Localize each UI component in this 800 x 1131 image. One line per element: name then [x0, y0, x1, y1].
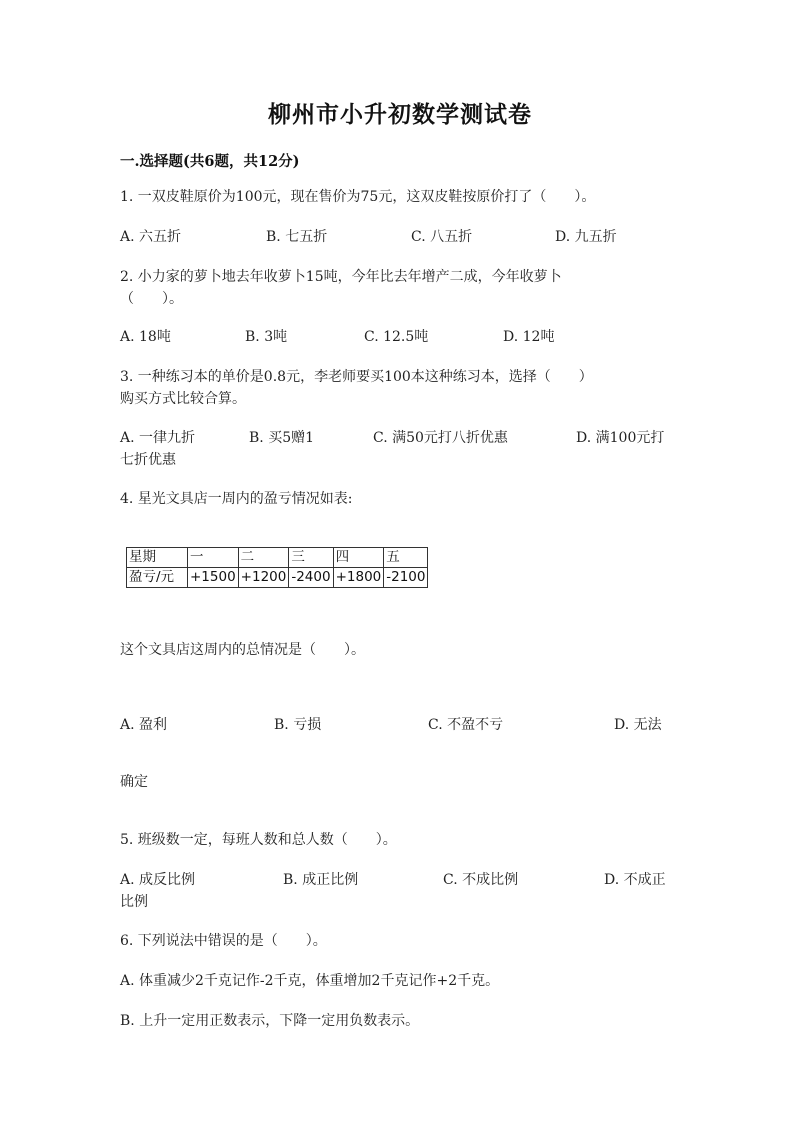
q1-option-a: A. 六五折 — [120, 229, 182, 245]
q6-option-a: A. 体重减少2千克记作-2千克，体重增加2千克记作+2千克。 — [120, 973, 500, 989]
question-2-line1: 2. 小力家的萝卜地去年收萝卜15吨，今年比去年增产二成，今年收萝卜 — [120, 269, 562, 285]
question-4-text: 4. 星光文具店一周内的盈亏情况如表: — [120, 491, 353, 507]
q4-option-c: C. 不盈不亏 — [428, 717, 504, 733]
table-cell: 一 — [188, 548, 239, 568]
profit-loss-table — [126, 547, 428, 588]
question-6-text: 6. 下列说法中错误的是（ ）。 — [120, 933, 327, 949]
q2-option-a: A. 18吨 — [120, 329, 171, 345]
q3-option-d: D. 满100元打 — [576, 430, 665, 446]
table-cell: 盈亏/元 — [127, 568, 188, 588]
table-header-row — [127, 548, 428, 568]
table-row — [127, 568, 428, 588]
table-cell: -2400 — [289, 568, 333, 588]
table-cell: 星期 — [127, 548, 188, 568]
table-cell: +1500 — [188, 568, 239, 588]
q4-option-a: A. 盈利 — [120, 717, 168, 733]
q1-option-b: B. 七五折 — [266, 229, 328, 245]
q4-option-d: D. 无法 — [614, 717, 662, 733]
table-cell: -2100 — [384, 568, 428, 588]
q5-option-c: C. 不成比例 — [443, 872, 519, 888]
q1-option-c: C. 八五折 — [411, 229, 473, 245]
q1-option-d: D. 九五折 — [555, 229, 617, 245]
table-cell: 三 — [289, 548, 333, 568]
q3-option-b: B. 买5赠1 — [249, 430, 315, 446]
q5-option-a: A. 成反比例 — [120, 872, 196, 888]
table-cell: 五 — [384, 548, 428, 568]
q3-option-d-wrap: 七折优惠 — [120, 452, 176, 468]
q2-option-d: D. 12吨 — [503, 329, 555, 345]
q4-option-b: B. 亏损 — [274, 717, 322, 733]
table-cell: +1800 — [333, 568, 384, 588]
q4-option-d-wrap: 确定 — [120, 774, 148, 790]
question-1-text: 1. 一双皮鞋原价为100元，现在售价为75元，这双皮鞋按原价打了（ ）。 — [120, 189, 596, 205]
q5-option-d: D. 不成正 — [604, 872, 666, 888]
question-4-prompt: 这个文具店这周内的总情况是（ ）。 — [120, 642, 365, 658]
section-heading: 一.选择题(共6题，共12分) — [120, 153, 300, 170]
q6-option-b: B. 上升一定用正数表示，下降一定用负数表示。 — [120, 1013, 420, 1029]
q2-option-b: B. 3吨 — [245, 329, 288, 345]
q3-option-a: A. 一律九折 — [120, 430, 196, 446]
table-cell: 二 — [238, 548, 289, 568]
page-title: 柳州市小升初数学测试卷 — [268, 101, 532, 128]
q5-option-b: B. 成正比例 — [283, 872, 359, 888]
question-5-text: 5. 班级数一定，每班人数和总人数（ ）。 — [120, 832, 397, 848]
question-3-line1: 3. 一种练习本的单价是0.8元，李老师要买100本这种练习本，选择（ ） — [120, 369, 593, 385]
table-cell: 四 — [333, 548, 384, 568]
question-2-line2: （ ）。 — [120, 291, 183, 307]
q3-option-c: C. 满50元打八折优惠 — [373, 430, 508, 446]
table-cell: +1200 — [238, 568, 289, 588]
q5-option-d-wrap: 比例 — [120, 894, 148, 910]
question-3-line2: 购买方式比较合算。 — [120, 391, 246, 407]
q2-option-c: C. 12.5吨 — [364, 329, 429, 345]
